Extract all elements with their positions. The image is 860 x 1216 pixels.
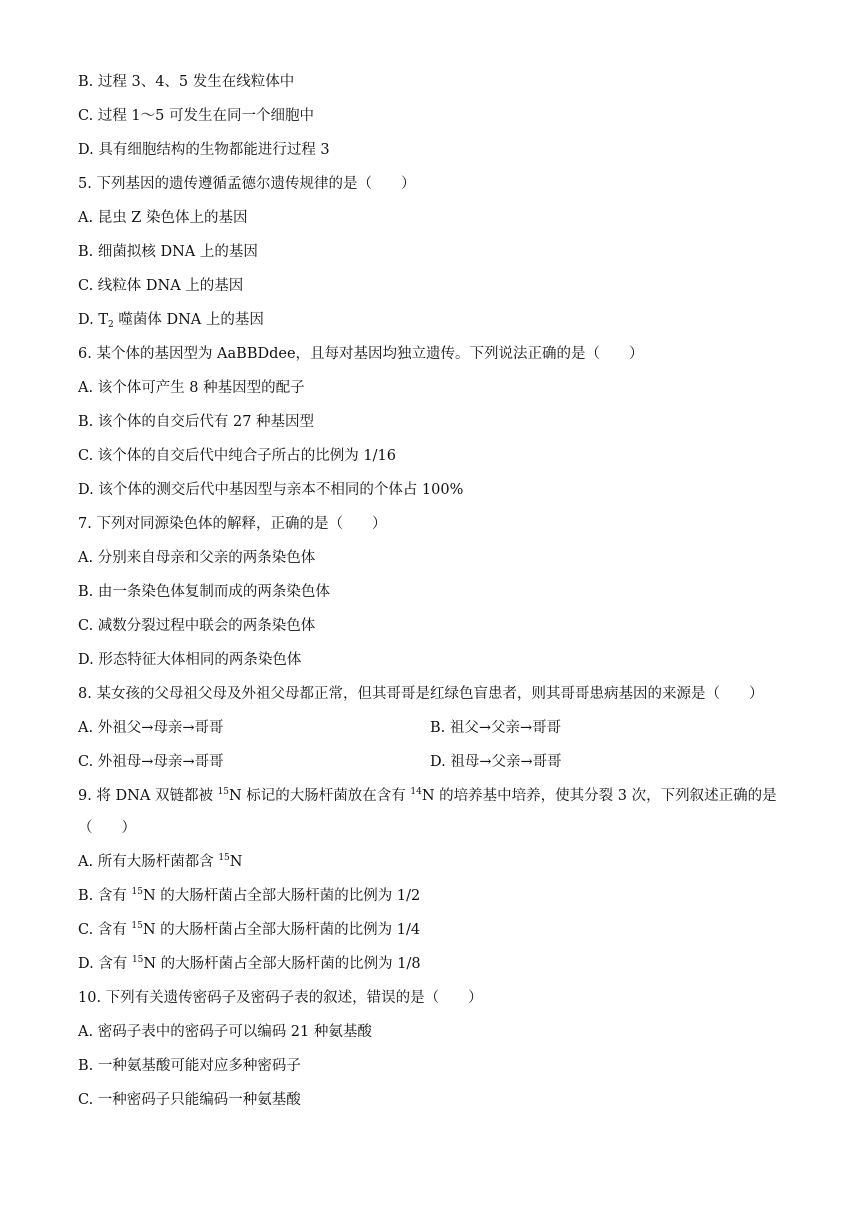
question-5: 5. 下列基因的遗传遵循孟德尔遗传规律的是（ ）: [78, 176, 416, 192]
text-run: D. 含有: [78, 956, 132, 972]
superscript: 15: [218, 853, 230, 863]
option-text: A. 该个体可产生 8 种基因型的配子: [78, 380, 305, 396]
text-run: 噬菌体 DNA 上的基因: [113, 312, 264, 328]
superscript: 15: [131, 921, 143, 931]
question-7: 7. 下列对同源染色体的解释，正确的是（ ）: [78, 516, 387, 532]
option-text: C. 外祖母→母亲→哥哥: [78, 754, 224, 770]
superscript: 14: [410, 787, 422, 797]
question-10: 10. 下列有关遗传密码子及密码子表的叙述，错误的是（ ）: [78, 990, 483, 1006]
option-text: A. 密码子表中的密码子可以编码 21 种氨基酸: [78, 1024, 372, 1040]
question-6: 6. 某个体的基因型为 AaBBDdee，且每对基因均独立遗传。下列说法正确的是（ ）: [78, 346, 644, 362]
question-8: 8. 某女孩的父母祖父母及外祖父母都正常，但其哥哥是红绿色盲患者，则其哥哥患病基因的来源是（ ）: [78, 686, 764, 702]
text-run: N: [229, 854, 243, 870]
text-run: N 的大肠杆菌占全部大肠杆菌的比例为 1/2: [142, 888, 421, 904]
option-text: [78, 954, 421, 974]
option-text: [78, 852, 242, 872]
subscript: 2: [108, 320, 114, 330]
option-text: C. 该个体的自交后代中纯合子所占的比例为 1/16: [78, 448, 396, 464]
text-run: A. 所有大肠杆菌都含: [78, 854, 219, 870]
option-text: B. 一种氨基酸可能对应多种密码子: [78, 1058, 301, 1074]
text-run: C. 含有: [78, 922, 132, 938]
option-text: A. 昆虫 Z 染色体上的基因: [78, 210, 248, 226]
question-9-continuation: （ ）: [78, 820, 136, 836]
text-run: N 标记的大肠杆菌放在含有: [229, 788, 411, 804]
option-text: C. 过程 1～5 可发生在同一个细胞中: [78, 108, 314, 124]
superscript: 15: [217, 787, 230, 797]
option-text: D. 该个体的测交后代中基因型与亲本不相同的个体占 100%: [78, 482, 464, 498]
superscript: 15: [131, 955, 144, 965]
text-run: 9. 将 DNA 双链都被: [78, 788, 218, 804]
option-text: A. 分别来自母亲和父亲的两条染色体: [78, 550, 316, 566]
option-text: D. 形态特征大体相同的两条染色体: [78, 652, 302, 668]
text-run: N 的大肠杆菌占全部大肠杆菌的比例为 1/4: [142, 922, 421, 938]
option-text: B. 过程 3、4、5 发生在线粒体中: [78, 74, 295, 90]
option-text: D. 祖母→父亲→哥哥: [430, 754, 562, 770]
option-text: B. 由一条染色体复制而成的两条染色体: [78, 584, 330, 600]
superscript: 15: [131, 887, 143, 897]
option-text: C. 减数分裂过程中联会的两条染色体: [78, 618, 316, 634]
option-text: B. 细菌拟核 DNA 上的基因: [78, 244, 258, 260]
option-text: C. 线粒体 DNA 上的基因: [78, 278, 244, 294]
option-text: A. 外祖父→母亲→哥哥: [78, 720, 224, 736]
option-text: B. 祖父→父亲→哥哥: [430, 720, 562, 736]
option-text: [78, 310, 264, 330]
option-text: [78, 920, 420, 940]
text-run: D. T: [78, 312, 108, 328]
text-run: B. 含有: [78, 888, 132, 904]
text-run: N 的培养基中培养，使其分裂 3 次，下列叙述正确的是: [421, 788, 777, 804]
text-run: N 的大肠杆菌占全部大肠杆菌的比例为 1/8: [143, 956, 421, 972]
option-text: C. 一种密码子只能编码一种氨基酸: [78, 1092, 301, 1108]
option-text: [78, 886, 420, 906]
option-text: B. 该个体的自交后代有 27 种基因型: [78, 414, 315, 430]
question-9: [78, 786, 777, 806]
option-text: D. 具有细胞结构的生物都能进行过程 3: [78, 142, 330, 158]
